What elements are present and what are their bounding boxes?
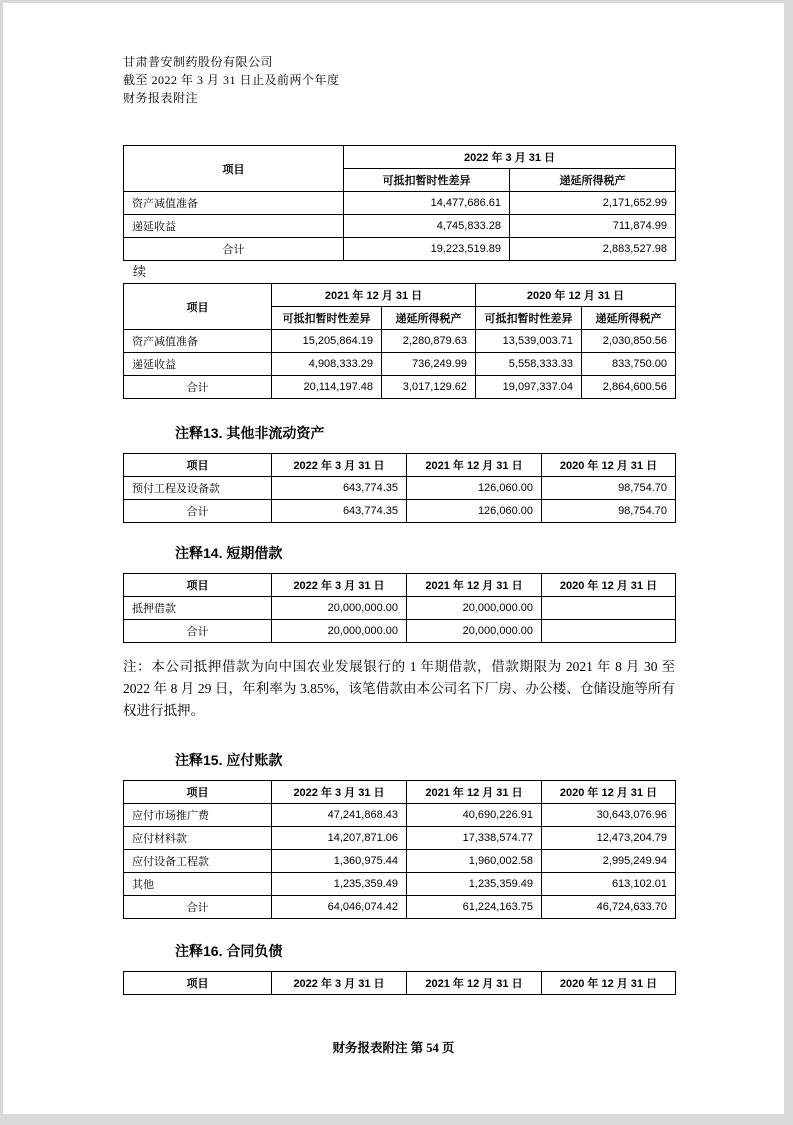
total-row	[124, 376, 676, 399]
cell-value: 13,539,003.71	[476, 330, 582, 353]
total-row	[124, 896, 676, 919]
total-row	[124, 500, 676, 523]
item-column-header: 项目	[124, 972, 272, 995]
row-label: 递延收益	[124, 215, 344, 238]
cell-value: 643,774.35	[272, 500, 407, 523]
cell-value: 61,224,163.75	[407, 896, 542, 919]
report-period: 截至 2022 年 3 月 31 日止及前两个年度	[123, 73, 340, 87]
date-column-header-2022: 2022 年 3 月 31 日	[272, 454, 407, 477]
table-header-row	[124, 574, 676, 597]
cell-value: 1,960,002.58	[407, 850, 542, 873]
cell-value: 833,750.00	[582, 353, 676, 376]
cell-value: 1,360,975.44	[272, 850, 407, 873]
total-row	[124, 620, 676, 643]
cell-value	[542, 620, 676, 643]
cell-value: 20,114,197.48	[272, 376, 382, 399]
item-column-header: 项目	[124, 781, 272, 804]
table-row	[124, 477, 676, 500]
date-column-header-2022: 2022 年 3 月 31 日	[272, 972, 407, 995]
table-header-row	[124, 284, 676, 307]
cell-value: 2,864,600.56	[582, 376, 676, 399]
item-column-header: 项目	[124, 454, 272, 477]
date-column-header: 2022 年 3 月 31 日	[344, 146, 676, 169]
deferred-tax-table-2022	[123, 145, 676, 261]
cell-value: 20,000,000.00	[272, 597, 407, 620]
note16-title: 注释16. 合同负债	[175, 943, 283, 959]
cell-value: 40,690,226.91	[407, 804, 542, 827]
cell-value: 4,745,833.28	[344, 215, 510, 238]
subheader-deductible-diff: 可抵扣暂时性差异	[344, 169, 510, 192]
subheader-deductible-diff: 可抵扣暂时性差异	[272, 307, 382, 330]
document-header	[123, 3, 675, 107]
document-title: 财务报表附注	[123, 91, 199, 105]
table-row	[124, 215, 676, 238]
total-label: 合计	[124, 896, 272, 919]
row-label: 资产减值准备	[124, 192, 344, 215]
item-column-header: 项目	[124, 284, 272, 330]
cell-value: 1,235,359.49	[407, 873, 542, 896]
cell-value: 2,280,879.63	[382, 330, 476, 353]
note13-title: 注释13. 其他非流动资产	[175, 425, 325, 441]
deferred-tax-table-prior-years	[123, 283, 676, 399]
cell-value: 47,241,868.43	[272, 804, 407, 827]
note15-title: 注释15. 应付账款	[175, 752, 283, 768]
date-column-header-2021: 2021 年 12 月 31 日	[407, 454, 542, 477]
table-header-row	[124, 972, 676, 995]
page-content	[123, 3, 675, 995]
cell-value: 2,171,652.99	[510, 192, 676, 215]
date-column-header-2021: 2021 年 12 月 31 日	[407, 574, 542, 597]
table-header-row	[124, 146, 676, 169]
table-row	[124, 353, 676, 376]
date-column-header-2020: 2020 年 12 月 31 日	[542, 972, 676, 995]
total-label: 合计	[124, 376, 272, 399]
cell-value: 64,046,074.42	[272, 896, 407, 919]
cell-value	[542, 597, 676, 620]
item-column-header: 项目	[124, 146, 344, 192]
cell-value: 5,558,333.33	[476, 353, 582, 376]
date-column-header-2021: 2021 年 12 月 31 日	[407, 781, 542, 804]
cell-value: 12,473,204.79	[542, 827, 676, 850]
cell-value: 711,874.99	[510, 215, 676, 238]
note16-table	[123, 971, 676, 995]
cell-value: 643,774.35	[272, 477, 407, 500]
cell-value: 2,030,850.56	[582, 330, 676, 353]
table-row	[124, 873, 676, 896]
row-label: 资产减值准备	[124, 330, 272, 353]
row-label: 预付工程及设备款	[124, 477, 272, 500]
total-label: 合计	[124, 500, 272, 523]
subheader-deductible-diff: 可抵扣暂时性差异	[476, 307, 582, 330]
table-row	[124, 192, 676, 215]
document-page	[3, 3, 784, 1114]
note13-table	[123, 453, 676, 523]
row-label: 应付市场推广费	[124, 804, 272, 827]
date-column-header-2020: 2020 年 12 月 31 日	[542, 574, 676, 597]
cell-value: 126,060.00	[407, 500, 542, 523]
cell-value: 1,235,359.49	[272, 873, 407, 896]
cell-value: 20,000,000.00	[272, 620, 407, 643]
note14-table	[123, 573, 676, 643]
note15-table	[123, 780, 676, 919]
row-label: 应付设备工程款	[124, 850, 272, 873]
cell-value: 736,249.99	[382, 353, 476, 376]
page-footer: 财务报表附注 第 54 页	[332, 1041, 455, 1055]
cell-value: 20,000,000.00	[407, 597, 542, 620]
row-label: 递延收益	[124, 353, 272, 376]
date-column-header-2020: 2020 年 12 月 31 日	[542, 781, 676, 804]
row-label: 抵押借款	[124, 597, 272, 620]
date-column-header-2020: 2020 年 12 月 31 日	[476, 284, 676, 307]
cell-value: 126,060.00	[407, 477, 542, 500]
subheader-deferred-tax: 递延所得税产	[582, 307, 676, 330]
date-column-header-2021: 2021 年 12 月 31 日	[272, 284, 476, 307]
cell-value: 19,223,519.89	[344, 238, 510, 261]
row-label: 其他	[124, 873, 272, 896]
cell-value: 14,477,686.61	[344, 192, 510, 215]
cell-value: 98,754.70	[542, 477, 676, 500]
total-row	[124, 238, 676, 261]
date-column-header-2021: 2021 年 12 月 31 日	[407, 972, 542, 995]
item-column-header: 项目	[124, 574, 272, 597]
table-row	[124, 597, 676, 620]
company-name: 甘肃普安制药股份有限公司	[123, 55, 274, 69]
table-row	[124, 827, 676, 850]
cell-value: 46,724,633.70	[542, 896, 676, 919]
subheader-deferred-tax: 递延所得税产	[382, 307, 476, 330]
cell-value: 19,097,337.04	[476, 376, 582, 399]
row-label: 应付材料款	[124, 827, 272, 850]
cell-value: 4,908,333.29	[272, 353, 382, 376]
cell-value: 15,205,864.19	[272, 330, 382, 353]
cell-value: 2,883,527.98	[510, 238, 676, 261]
cell-value: 3,017,129.62	[382, 376, 476, 399]
table-row	[124, 330, 676, 353]
cell-value: 613,102.01	[542, 873, 676, 896]
cell-value: 20,000,000.00	[407, 620, 542, 643]
date-column-header-2022: 2022 年 3 月 31 日	[272, 574, 407, 597]
cell-value: 30,643,076.96	[542, 804, 676, 827]
cell-value: 14,207,871.06	[272, 827, 407, 850]
date-column-header-2022: 2022 年 3 月 31 日	[272, 781, 407, 804]
table-row	[124, 850, 676, 873]
date-column-header-2020: 2020 年 12 月 31 日	[542, 454, 676, 477]
cell-value: 2,995,249.94	[542, 850, 676, 873]
note14-explanation: 注：本公司抵押借款为向中国农业发展银行的 1 年期借款，借款期限为 2021 年 8 月 30 至 2022 年 8 月 29 日，年利率为 3.85%，该笔借款由本公司名下厂房、办公楼、仓储设施等所有权进行抵押。	[123, 659, 675, 718]
subheader-deferred-tax: 递延所得税产	[510, 169, 676, 192]
table-header-row	[124, 454, 676, 477]
cell-value: 98,754.70	[542, 500, 676, 523]
cell-value: 17,338,574.77	[407, 827, 542, 850]
continued-label: 续	[133, 264, 147, 279]
total-label: 合计	[124, 238, 344, 261]
note14-title: 注释14. 短期借款	[175, 545, 283, 561]
total-label: 合计	[124, 620, 272, 643]
table-header-row	[124, 781, 676, 804]
table-row	[124, 804, 676, 827]
